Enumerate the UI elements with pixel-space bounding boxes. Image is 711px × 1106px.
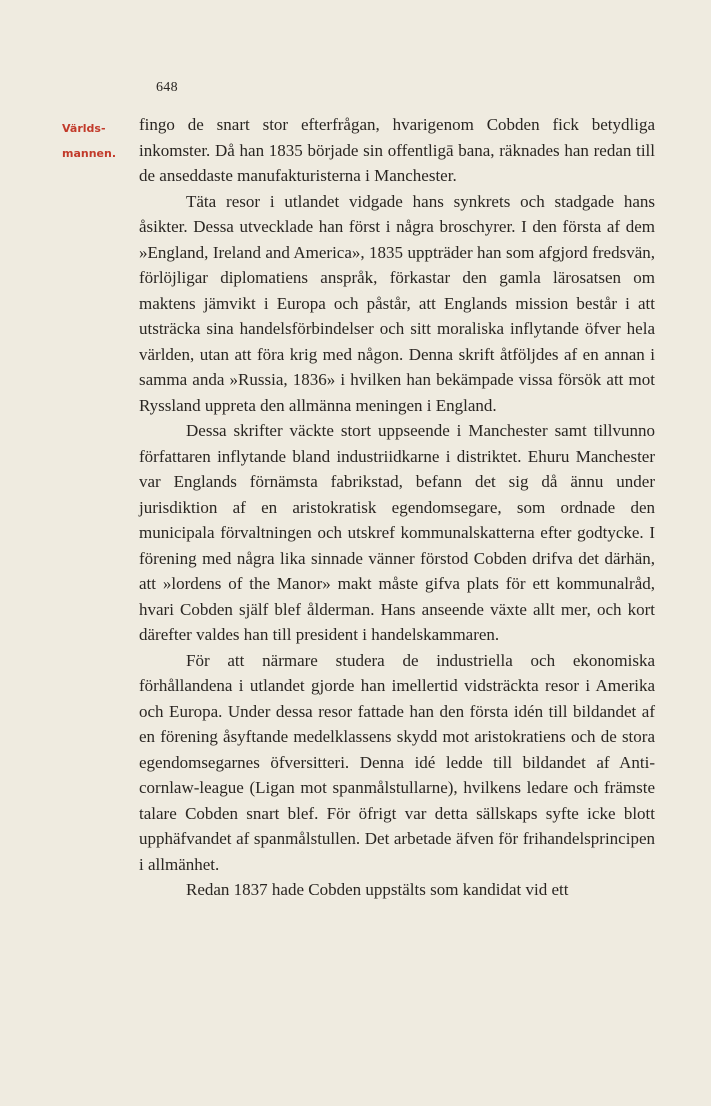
paragraph-1: fingo de snart stor efterfrågan, hvarigenom Cobden fick betydliga inkomster. Då han 1835 började sin offentligā bana, räknades han redan till de anseddaste manufakturisterna i Manchester. — [139, 115, 655, 185]
body-text — [139, 112, 655, 903]
margin-note-line-1: Världs- — [62, 122, 106, 135]
paragraph-5: Redan 1837 hade Cobden uppstälts som kandidat vid ett — [186, 880, 569, 899]
paragraph-4: För att närmare studera de industriella och ekonomiska förhållandena i utlandet gjorde han imellertid vidsträckta resor i Amerika och Europa. Under dessa resor fattade han den första idén till bildandet af en förening åsyftande medelklassens skydd mot aristokratiens och de stora egendomsegarnes öfversitteri. Denna idé ledde till bildandet af Anti-cornlaw-league (Ligan mot spanmålstullarne), hvilkens ledare och främste talare Cobden snart blef. För öfrigt var detta sällskaps syfte icke blott upphäfvandet af spanmålstullen. Det arbetade äfven för frihandelsprincipen i allmänhet. — [139, 650, 655, 874]
margin-note-line-2: mannen. — [62, 147, 117, 160]
page-number: 648 — [156, 80, 178, 95]
paragraph-3: Dessa skrifter väckte stort uppseende i Manchester samt tillvunno författaren inflytande bland industriidkarne i distriktet. Ehuru Manchester var Englands förnämsta fabrikstad, befann det sig då ännu under jurisdiktion af en aristokratisk egendomsegare, som ordnade den municipala förvaltningen och utskref kommunalskatterna efter godtycke. I förening med några lika sinnade vänner förstod Cobden drifva det därhän, att »lordens of the Manor» makt måste gifva plats för ett kommunalråd, hvari Cobden själf blef ålderman. Hans anseende växte allt mer, och kort därefter valdes han till president i handelskammaren. — [139, 421, 655, 644]
paragraph-2: Täta resor i utlandet vidgade hans synkrets och stadgade hans åsikter. Dessa utvecklade han först i några broschyrer. I den första af dem »England, Ireland and America», 1835 uppträder han som afgjord fredsvän, förlöjligar diplomatiens anspråk, förkastar den gamla lärosatsen om maktens jämvikt i Europa och påstår, att Englands mission består i att utsträcka sina handelsförbindelser och sitt moraliska inflytande öfver hela världen, utan att föra krig med någon. Denna skrift åtföljdes af en annan i samma anda »Russia, 1836» i hvilken han bekämpade vissa försök att mot Ryssland uppreta den allmänna meningen i England. — [139, 191, 655, 415]
margin-note — [62, 116, 134, 166]
